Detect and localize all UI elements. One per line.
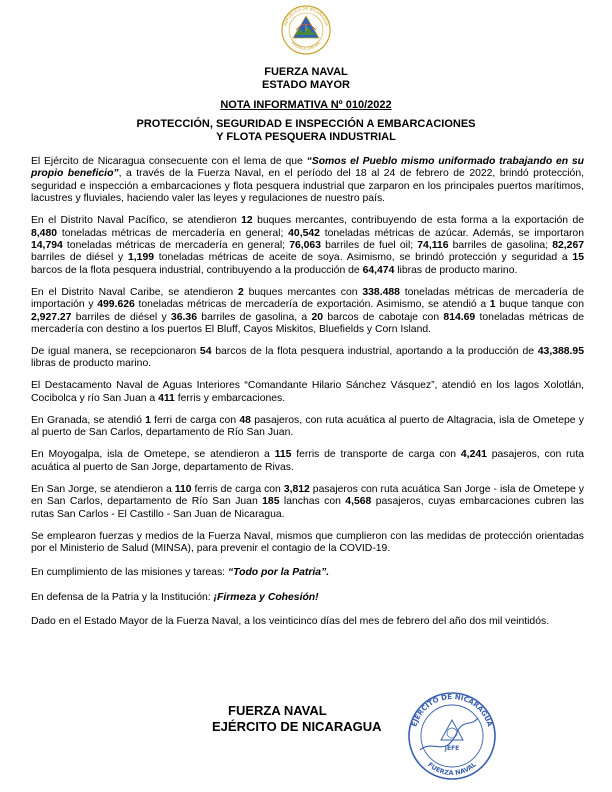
organization-name: FUERZA NAVAL (264, 66, 348, 78)
paragraph-san-jorge: En San Jorge, se atendieron a 110 ferris de carga con 3,812 pasajeros con ruta acuática San Jorge - isla de Ometepe y en San Carlos, departamento de Río San Juan 185 lanchas con 4,568 pasajeros, cuyas embarcaciones cubren las rutas San Carlos - El Castillo - San Juan de Nicaragua. (31, 483, 584, 520)
emblem-text-bottom: AMÉRICA CENTRAL (290, 40, 322, 52)
document-body (31, 156, 584, 638)
stamp-text-bottom: FUERZA NAVAL (426, 760, 478, 778)
paragraph-fishing-fleet: De igual manera, se recepcionaron 54 barcos de la flota pesquera industrial, aportando a la producción de 43,388.95 libras de producto marino. (31, 346, 584, 370)
paragraph-covid-measures: Se emplearon fuerzas y medios de la Fuerza Naval, mismos que cumplieron con las medidas de protección orientadas por el Ministerio de Salud (MINSA), para prevenir el contagio de la COVID-19. (31, 530, 584, 554)
signature-line1: FUERZA NAVAL (228, 703, 327, 718)
organization-subtitle: ESTADO MAYOR (261, 79, 350, 91)
paragraph-moyogalpa: En Moyogalpa, isla de Ometepe, se atendieron a 115 ferris de transporte de carga con 4,241 pasajeros, con ruta acuática al puerto de San Jorge, departamento de Rivas. (31, 449, 584, 473)
paragraph-granada: En Granada, se atendió 1 ferri de carga con 48 pasajeros, con ruta acuática al puerto de Altagracia, isla de Ometepe y al puerto de San Carlos, departamento de Río San Juan. (31, 414, 584, 439)
document-title-line1: PROTECCIÓN, SEGURIDAD E INSPECCIÓN A EMBARCACIONES (136, 118, 476, 130)
nicaragua-coat-of-arms-icon (276, 4, 336, 56)
official-seal-stamp (406, 690, 498, 782)
paragraph-mission-motto: En cumplimiento de las misiones y tareas: “Todo por la Patria”. (31, 567, 330, 579)
document-title-line2: Y FLOTA PESQUERA INDUSTRIAL (216, 131, 396, 143)
paragraph-caribbean-district: En el Distrito Naval Caribe, se atendieron 2 buques mercantes con 338.488 toneladas métricas de mercadería de importación y 499.626 toneladas métricas de mercadería de exportación. Asimismo, se atendió a 1 buque tanque con 2,927.27 barriles de diésel y 36.36 barriles de gasolina, a 20 barcos de cabotaje con 814.69 toneladas métricas de mercadería con destino a los puertos El Bluff, Cayos Miskitos, Bluefields y Corn Island. (31, 286, 585, 336)
paragraph-pacific-district: En el Distrito Naval Pacífico, se atendieron 12 buques mercantes, contribuyendo de esta forma a la exportación de 8,480 toneladas métricas de mercadería en general; 40,542 toneladas métricas de azúcar. Además, se importaron 14,794 toneladas métricas de mercadería en general; 76,063 barriles de fuel oil; 74,116 barriles de gasolina; 82,267 barriles de diésel y 1,199 toneladas métricas de aceite de soya. Asimismo, se brindó protección y seguridad a 15 barcos de la flota pesquera industrial, contribuyendo a la producción de 64,474 libras de producto marino. (31, 215, 584, 276)
stamp-text-center: JEFE (444, 745, 460, 752)
stamp-text-top: EJÉRCITO DE NICARAGUA (410, 692, 494, 728)
svg-text:AMÉRICA CENTRAL (291, 41, 322, 52)
paragraph-defense-motto: En defensa de la Patria y la Institución: ¡Firmeza y Cohesión! (31, 591, 319, 603)
paragraph-intro: El Ejército de Nicaragua consecuente con el lema de que “Somos el Pueblo mismo uniformado trabajando en su propio beneficio”, a través de la Fuerza Naval, en el período del 18 al 24 de febrero de 2022, brindó protección, seguridad e inspección a embarcaciones y flota pesquera industrial que zarparon en los principales puertos marítimos, lacustres y fluviales, haciendo valer las leyes y regulaciones de nuestro país. (31, 156, 585, 205)
paragraph-closing: Dado en el Estado Mayor de la Fuerza Naval, a los veinticinco días del mes de febrero del año dos mil veintidós. (31, 616, 550, 628)
signature-line2: EJÉRCITO DE NICARAGUA (212, 719, 382, 734)
note-number: NOTA INFORMATIVA Nº 010/2022 (220, 99, 392, 111)
emblem-text-top: REPÚBLICA DE NICARAGUA (282, 5, 330, 27)
paragraph-inland-waters: El Destacamento Naval de Aguas Interiores “Comandante Hilario Sánchez Vásquez”, atendió en los lagos Xolotlán, Cocibolca y río San Juan a 411 ferris y embarcaciones. (31, 380, 584, 404)
svg-text:EJÉRCITO DE NICARAGUA (410, 693, 494, 728)
